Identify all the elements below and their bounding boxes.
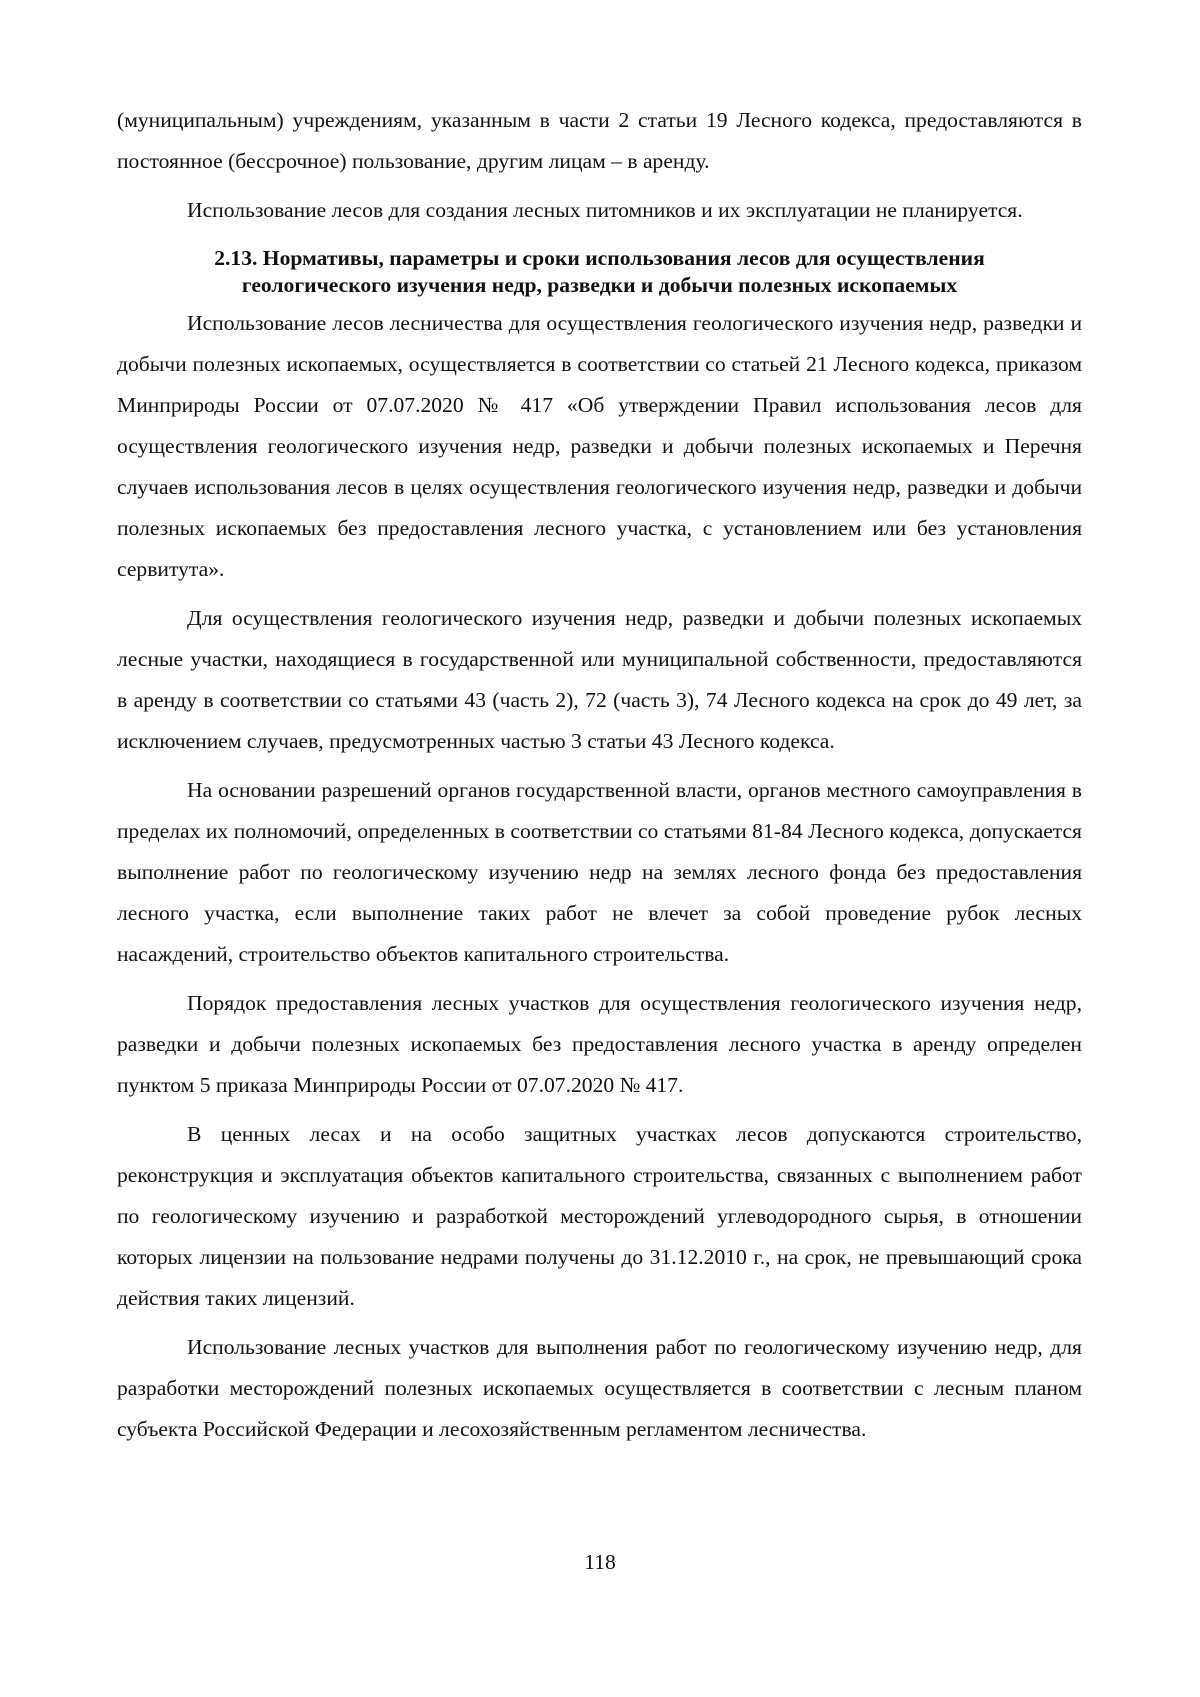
paragraph-2: Для осуществления геологического изучения недр, разведки и добычи полезных ископаемых лесные участки, находящиеся в государственной или муниципальной собственности, предоставляются в аренду в соответствии со статьями 43 (часть 2), 72 (часть 3), 74 Лесного кодекса на срок до 49 лет, за исключением случаев, предусмотренных частью 3 статьи 43 Лесного кодекса. <box>117 606 1082 753</box>
section-heading <box>117 245 1082 299</box>
document-page <box>117 100 1082 1450</box>
paragraph-4: Порядок предоставления лесных участков для осуществления геологического изучения недр, разведки и добычи полезных ископаемых без предоставления лесного участка в аренду определен пунктом 5 приказа Минприроды России от 07.07.2020 № 417. <box>117 991 1082 1097</box>
paragraph-continuation: (муниципальным) учреждениям, указанным в части 2 статьи 19 Лесного кодекса, предоставляются в постоянное (бессрочное) пользование, другим лицам – в аренду. <box>117 108 1082 173</box>
section-heading-line-2: геологического изучения недр, разведки и добычи полезных ископаемых <box>241 273 958 297</box>
paragraph-3: На основании разрешений органов государственной власти, органов местного самоуправления в пределах их полномочий, определенных в соответствии со статьями 81-84 Лесного кодекса, допускается выполнение работ по геологическому изучению недр на землях лесного фонда без предоставления лесного участка, если выполнение таких работ не влечет за собой проведение рубок лесных насаждений, строительство объектов капитального строительства. <box>117 778 1082 966</box>
section-heading-line-1: 2.13. Нормативы, параметры и сроки использования лесов для осуществления <box>214 246 985 270</box>
paragraph-6: Использование лесных участков для выполнения работ по геологическому изучению недр, для разработки месторождений полезных ископаемых осуществляется в соответствии с лесным планом субъекта Российской Федерации и лесохозяйственным регламентом лесничества. <box>117 1335 1082 1441</box>
paragraph-5: В ценных лесах и на особо защитных участках лесов допускаются строительство, реконструкция и эксплуатация объектов капитального строительства, связанных с выполнением работ по геологическому изучению и разработкой месторождений углеводородного сырья, в отношении которых лицензии на пользование недрами получены до 31.12.2010 г., на срок, не превышающий срока действия таких лицензий. <box>117 1122 1082 1310</box>
paragraph-1: Использование лесов лесничества для осуществления геологического изучения недр, разведки и добычи полезных ископаемых, осуществляется в соответствии со статьей 21 Лесного кодекса, приказом Минприроды России от 07.07.2020 № 417 «Об утверждении Правил использования лесов для осуществления геологического изучения недр, разведки и добычи полезных ископаемых и Перечня случаев использования лесов в целях осуществления геологического изучения недр, разведки и добычи полезных ископаемых без предоставления лесного участка, с установлением или без установления сервитута». <box>117 311 1082 581</box>
paragraph-nurseries: Использование лесов для создания лесных питомников и их эксплуатации не планируется. <box>187 198 1023 222</box>
page-number: 118 <box>584 1550 616 1574</box>
